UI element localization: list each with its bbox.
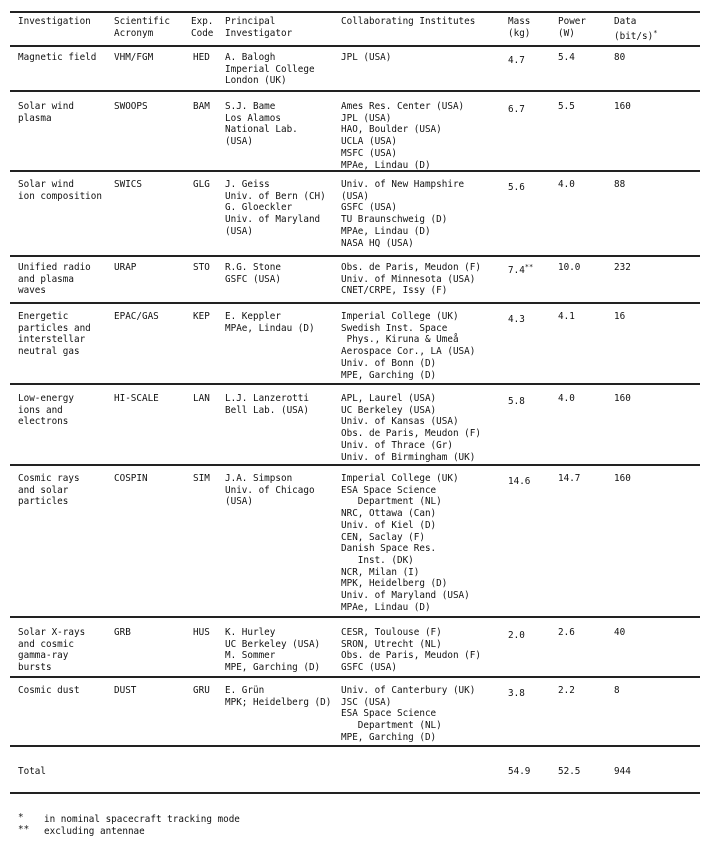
header-pi: Principal Investigator <box>225 16 293 39</box>
total-label: Total <box>18 766 46 777</box>
cell-pi <box>225 52 315 87</box>
cell-data-text: 160 <box>614 473 631 484</box>
table-rule <box>10 302 700 304</box>
cell-data-text: 232 <box>614 262 631 273</box>
header-data-label: Data (bit/s) <box>614 16 654 42</box>
cell-investigation <box>18 685 80 697</box>
cell-power-text: 4.0 <box>558 393 575 404</box>
cell-data-text: 16 <box>614 311 626 322</box>
cell-code-text: HED <box>193 52 210 63</box>
cell-code-text: KEP <box>193 311 210 322</box>
cell-code <box>193 311 210 323</box>
cell-pi <box>225 685 331 708</box>
cell-code <box>193 179 210 191</box>
cell-collab-text: CESR, Toulouse (F) SRON, Utrecht (NL) Obs. de Paris, Meudon (F) GSFC (USA) <box>341 627 481 674</box>
table-rule <box>10 464 700 466</box>
cell-mass-text: 3.8 <box>508 688 525 699</box>
cell-collab-text: Univ. of Canterbury (UK) JSC (USA) ESA Space Science Department (NL) MPE, Garching (D) <box>341 685 476 743</box>
cell-data <box>614 101 631 113</box>
cell-investigation-text: Energetic particles and interstellar neutral gas <box>18 311 91 358</box>
cell-collab <box>341 101 464 171</box>
cell-power-text: 4.1 <box>558 311 575 322</box>
cell-mass <box>508 393 525 408</box>
cell-mass <box>508 262 533 277</box>
cell-data <box>614 393 631 405</box>
cell-collab <box>341 52 391 64</box>
cell-acronym-text: SWOOPS <box>114 101 148 112</box>
table-rule <box>10 792 700 794</box>
cell-investigation-text: Cosmic dust <box>18 685 80 696</box>
cell-code-text: GRU <box>193 685 210 696</box>
total-data: 944 <box>614 766 631 777</box>
cell-data-text: 40 <box>614 627 626 638</box>
cell-acronym <box>114 101 148 113</box>
cell-mass <box>508 52 525 67</box>
cell-investigation-text: Low-energy ions and electrons <box>18 393 74 428</box>
header-acronym: Scientific Acronym <box>114 16 170 39</box>
cell-investigation <box>18 52 96 64</box>
cell-power-text: 5.5 <box>558 101 575 112</box>
cell-pi-text: L.J. Lanzerotti Bell Lab. (USA) <box>225 393 309 416</box>
cell-power-text: 2.6 <box>558 627 575 638</box>
header-collab: Collaborating Institutes <box>341 16 476 27</box>
cell-collab-text: Ames Res. Center (USA) JPL (USA) HAO, Boulder (USA) UCLA (USA) MSFC (USA) MPAe, Lindau (D) <box>341 101 465 171</box>
cell-pi-text: S.J. Bame Los Alamos National Lab. (USA) <box>225 101 298 148</box>
cell-collab-text: Univ. of New Hampshire (USA) GSFC (USA) TU Braunschweig (D) MPAe, Lindau (D) NASA HQ (USA) <box>341 179 465 249</box>
cell-power <box>558 179 575 191</box>
table-rule <box>10 383 700 385</box>
cell-mass <box>508 179 525 194</box>
cell-power <box>558 393 575 405</box>
footnote-mark: ** <box>18 824 30 835</box>
cell-pi-text: E. Keppler MPAe, Lindau (D) <box>225 311 315 334</box>
cell-data <box>614 685 620 697</box>
cell-acronym <box>114 179 142 191</box>
cell-investigation <box>18 393 74 428</box>
cell-investigation <box>18 311 91 358</box>
cell-collab <box>341 262 481 297</box>
header-mass: Mass (kg) <box>508 16 531 39</box>
cell-code <box>193 262 210 274</box>
table-rule <box>10 616 700 618</box>
cell-pi-text: J. Geiss Univ. of Bern (CH) G. Gloeckler Univ. of Maryland (USA) <box>225 179 326 237</box>
cell-investigation <box>18 179 102 202</box>
cell-power <box>558 101 575 113</box>
cell-acronym <box>114 627 131 639</box>
cell-code-text: STO <box>193 262 210 273</box>
cell-data <box>614 311 625 323</box>
cell-acronym-text: DUST <box>114 685 137 696</box>
cell-pi-text: K. Hurley UC Berkeley (USA) M. Sommer MPE, Garching (D) <box>225 627 321 674</box>
cell-code <box>193 473 210 485</box>
cell-data <box>614 52 625 64</box>
cell-collab-text: Imperial College (UK) ESA Space Science Department (NL) NRC, Ottawa (Can) Univ. of Kiel (D) CEN, Saclay (F) Danish Space Res. Inst. (DK) NCR, Milan (I) MPK, Heidelberg (D) Univ. of Maryland (USA) MPAe, Lindau (D) <box>341 473 470 613</box>
cell-data-text: 8 <box>614 685 620 696</box>
cell-mass-text: 14.6 <box>508 476 531 487</box>
cell-code-text: SIM <box>193 473 210 484</box>
cell-investigation-text: Solar X-rays and cosmic gamma-ray bursts <box>18 627 86 674</box>
cell-acronym-text: EPAC/GAS <box>114 311 159 322</box>
cell-power <box>558 473 580 485</box>
cell-acronym-text: COSPIN <box>114 473 148 484</box>
table-rule <box>10 90 700 92</box>
cell-investigation <box>18 627 85 674</box>
header-power: Power (W) <box>558 16 586 39</box>
total-power: 52.5 <box>558 766 581 777</box>
cell-acronym <box>114 685 136 697</box>
cell-data-text: 80 <box>614 52 626 63</box>
cell-power-text: 10.0 <box>558 262 581 273</box>
cell-acronym <box>114 311 159 323</box>
cell-code-text: BAM <box>193 101 210 112</box>
cell-pi <box>225 311 315 334</box>
cell-collab <box>341 393 481 463</box>
footnote-text: in nominal spacecraft tracking mode <box>44 814 240 825</box>
cell-data-text: 88 <box>614 179 626 190</box>
cell-mass-text: 7.4 <box>508 265 525 276</box>
header-data <box>614 16 657 42</box>
footnote-mark: * <box>18 812 24 823</box>
cell-investigation-text: Solar wind ion composition <box>18 179 102 202</box>
cell-power <box>558 311 575 323</box>
cell-acronym-text: GRB <box>114 627 131 638</box>
cell-code-text: LAN <box>193 393 210 404</box>
cell-collab-text: APL, Laurel (USA) UC Berkeley (USA) Univ. of Kansas (USA) Obs. de Paris, Meudon (F) Univ. of Thrace (Gr) Univ. of Birmingham (UK) <box>341 393 481 463</box>
cell-data <box>614 179 625 191</box>
header-investigation: Investigation <box>18 16 91 27</box>
table-rule <box>10 11 700 13</box>
cell-pi-text: J.A. Simpson Univ. of Chicago (USA) <box>225 473 315 508</box>
table-rule <box>10 45 700 47</box>
cell-acronym <box>114 52 153 64</box>
cell-collab <box>341 473 470 613</box>
cell-power-text: 5.4 <box>558 52 575 63</box>
cell-code <box>193 393 210 405</box>
cell-data-text: 160 <box>614 101 631 112</box>
cell-pi-text: E. Grün MPK; Heidelberg (D) <box>225 685 332 708</box>
cell-mass-text: 4.3 <box>508 314 525 325</box>
cell-power <box>558 627 575 639</box>
cell-acronym-text: HI-SCALE <box>114 393 159 404</box>
cell-collab <box>341 685 475 744</box>
cell-data-text: 160 <box>614 393 631 404</box>
cell-acronym <box>114 473 148 485</box>
cell-acronym-text: URAP <box>114 262 137 273</box>
cell-pi <box>225 473 315 508</box>
cell-power <box>558 52 575 64</box>
header-data-footnote-mark: * <box>653 28 658 37</box>
cell-code <box>193 627 210 639</box>
cell-collab <box>341 311 475 381</box>
cell-mass <box>508 473 530 488</box>
cell-code <box>193 101 210 113</box>
cell-pi <box>225 627 320 674</box>
cell-code-text: HUS <box>193 627 210 638</box>
table-rule <box>10 745 700 747</box>
cell-code-text: GLG <box>193 179 210 190</box>
cell-power-text: 2.2 <box>558 685 575 696</box>
cell-code <box>193 52 210 64</box>
cell-power-text: 4.0 <box>558 179 575 190</box>
cell-mass-text: 2.0 <box>508 630 525 641</box>
cell-power <box>558 262 580 274</box>
cell-pi <box>225 179 326 238</box>
cell-mass <box>508 311 525 326</box>
cell-investigation-text: Unified radio and plasma waves <box>18 262 91 297</box>
cell-mass-text: 4.7 <box>508 55 525 66</box>
cell-pi-text: R.G. Stone GSFC (USA) <box>225 262 281 285</box>
cell-data <box>614 262 631 274</box>
cell-mass <box>508 685 525 700</box>
cell-data <box>614 473 631 485</box>
header-code: Exp. Code <box>191 16 214 39</box>
cell-acronym <box>114 262 136 274</box>
table-rule <box>10 255 700 257</box>
cell-power <box>558 685 575 697</box>
footnote-mark: ** <box>524 263 534 271</box>
cell-mass-text: 6.7 <box>508 104 525 115</box>
cell-pi <box>225 262 281 285</box>
cell-investigation <box>18 473 80 508</box>
cell-code <box>193 685 210 697</box>
cell-mass-text: 5.8 <box>508 396 525 407</box>
cell-pi <box>225 393 309 416</box>
cell-collab-text: Obs. de Paris, Meudon (F) Univ. of Minnesota (USA) CNET/CRPE, Issy (F) <box>341 262 481 297</box>
cell-pi-text: A. Balogh Imperial College London (UK) <box>225 52 315 87</box>
cell-collab <box>341 627 481 674</box>
cell-data <box>614 627 625 639</box>
footnote-text: excluding antennae <box>44 826 145 837</box>
cell-collab-text: JPL (USA) <box>341 52 392 63</box>
cell-acronym <box>114 393 159 405</box>
table-rule <box>10 676 700 678</box>
cell-mass <box>508 101 525 116</box>
total-mass: 54.9 <box>508 766 531 777</box>
cell-investigation-text: Cosmic rays and solar particles <box>18 473 80 508</box>
cell-investigation-text: Magnetic field <box>18 52 97 63</box>
cell-mass <box>508 627 525 642</box>
cell-power-text: 14.7 <box>558 473 581 484</box>
cell-mass-text: 5.6 <box>508 182 525 193</box>
cell-acronym-text: SWICS <box>114 179 142 190</box>
cell-investigation-text: Solar wind plasma <box>18 101 74 124</box>
cell-pi <box>225 101 298 148</box>
cell-investigation <box>18 262 91 297</box>
cell-investigation <box>18 101 74 124</box>
cell-acronym-text: VHM/FGM <box>114 52 154 63</box>
cell-collab-text: Imperial College (UK) Swedish Inst. Space Phys., Kiruna & Umeå Aerospace Cor., LA (USA) Univ. of Bonn (D) MPE, Garching (D) <box>341 311 476 381</box>
cell-collab <box>341 179 464 249</box>
